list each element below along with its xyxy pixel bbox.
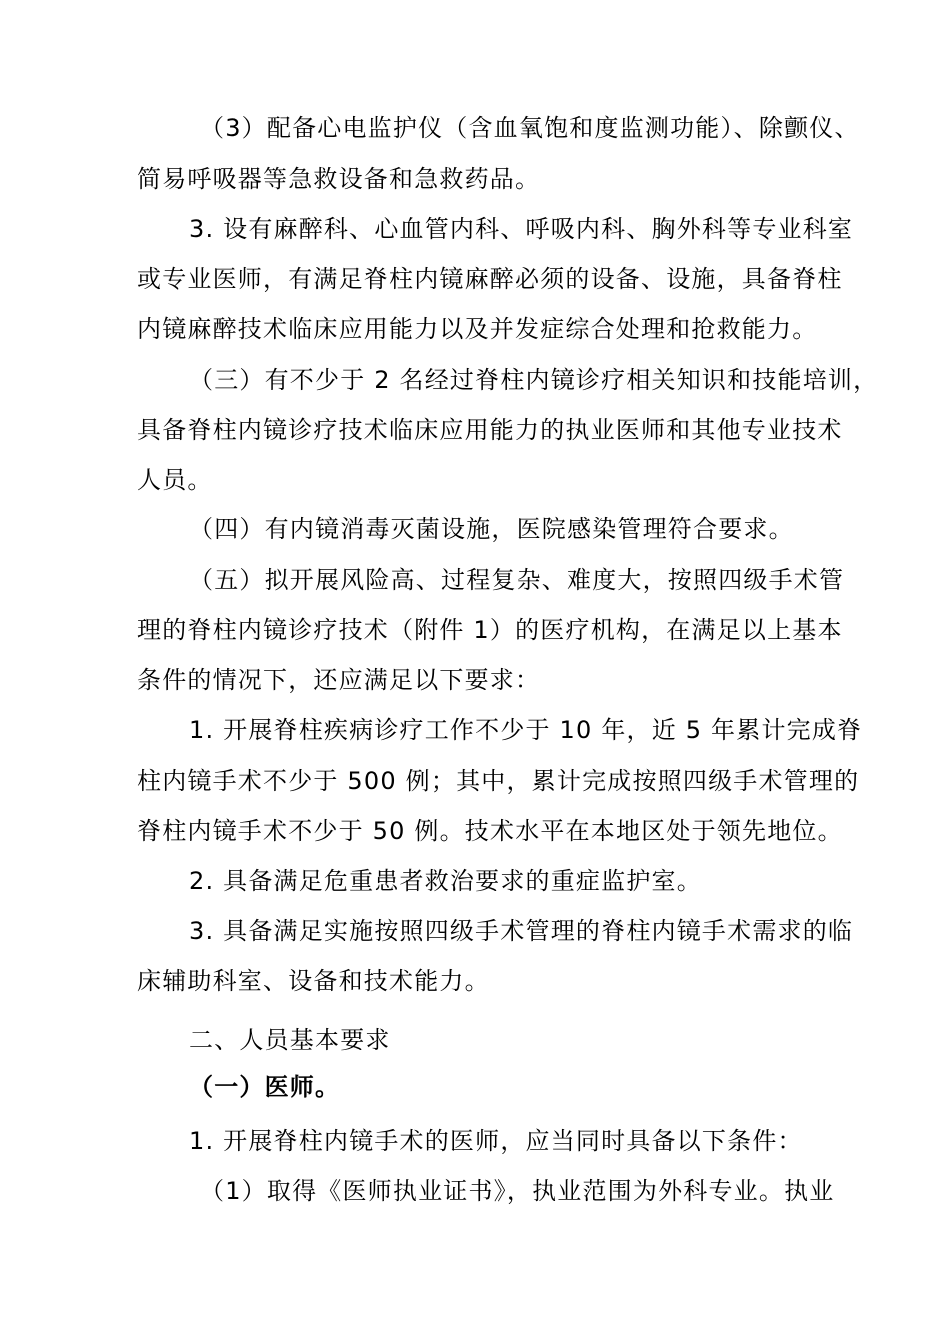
paragraph-line: 2. 具备满足危重患者救治要求的重症监护室。 bbox=[189, 867, 702, 895]
paragraph-line: 床辅助科室、设备和技术能力。 bbox=[137, 967, 490, 995]
paragraph-line: 具备脊柱内镜诊疗技术临床应用能力的执业医师和其他专业技术 bbox=[137, 416, 843, 444]
paragraph-line: 3. 具备满足实施按照四级手术管理的脊柱内镜手术需求的临 bbox=[189, 917, 854, 945]
paragraph-line: 脊柱内镜手术不少于 50 例。技术水平在本地区处于领先地位。 bbox=[137, 817, 843, 845]
paragraph-line: （1）取得《医师执业证书》，执业范围为外科专业。执业 bbox=[200, 1177, 835, 1205]
paragraph-line: 条件的情况下，还应满足以下要求： bbox=[137, 666, 541, 694]
paragraph-line: （三）有不少于 2 名经过脊柱内镜诊疗相关知识和技能培训， bbox=[189, 366, 879, 394]
paragraph-line: 或专业医师，有满足脊柱内镜麻醉必须的设备、设施，具备脊柱 bbox=[137, 265, 843, 293]
section-heading: 二、人员基本要求 bbox=[189, 1026, 391, 1054]
paragraph-line: 柱内镜手术不少于 500 例；其中，累计完成按照四级手术管理的 bbox=[137, 767, 860, 795]
paragraph-line: 内镜麻醉技术临床应用能力以及并发症综合处理和抢救能力。 bbox=[137, 315, 818, 343]
paragraph-line: 1. 开展脊柱内镜手术的医师，应当同时具备以下条件： bbox=[189, 1127, 803, 1155]
paragraph-line: 1. 开展脊柱疾病诊疗工作不少于 10 年，近 5 年累计完成脊 bbox=[189, 716, 863, 744]
paragraph-line: 3. 设有麻醉科、心血管内科、呼吸内科、胸外科等专业科室 bbox=[189, 215, 854, 243]
paragraph-line: （五）拟开展风险高、过程复杂、难度大，按照四级手术管 bbox=[189, 566, 845, 594]
paragraph-line: 简易呼吸器等急救设备和急救药品。 bbox=[137, 165, 541, 193]
paragraph-line: 理的脊柱内镜诊疗技术（附件 1）的医疗机构，在满足以上基本 bbox=[137, 616, 843, 644]
paragraph-line: 人员。 bbox=[137, 466, 213, 494]
subsection-heading: （一）医师。 bbox=[189, 1073, 341, 1101]
paragraph-line: （3）配备心电监护仪（含血氧饱和度监测功能）、除颤仪、 bbox=[200, 114, 860, 142]
paragraph-line: （四）有内镜消毒灭菌设施，医院感染管理符合要求。 bbox=[189, 515, 794, 543]
